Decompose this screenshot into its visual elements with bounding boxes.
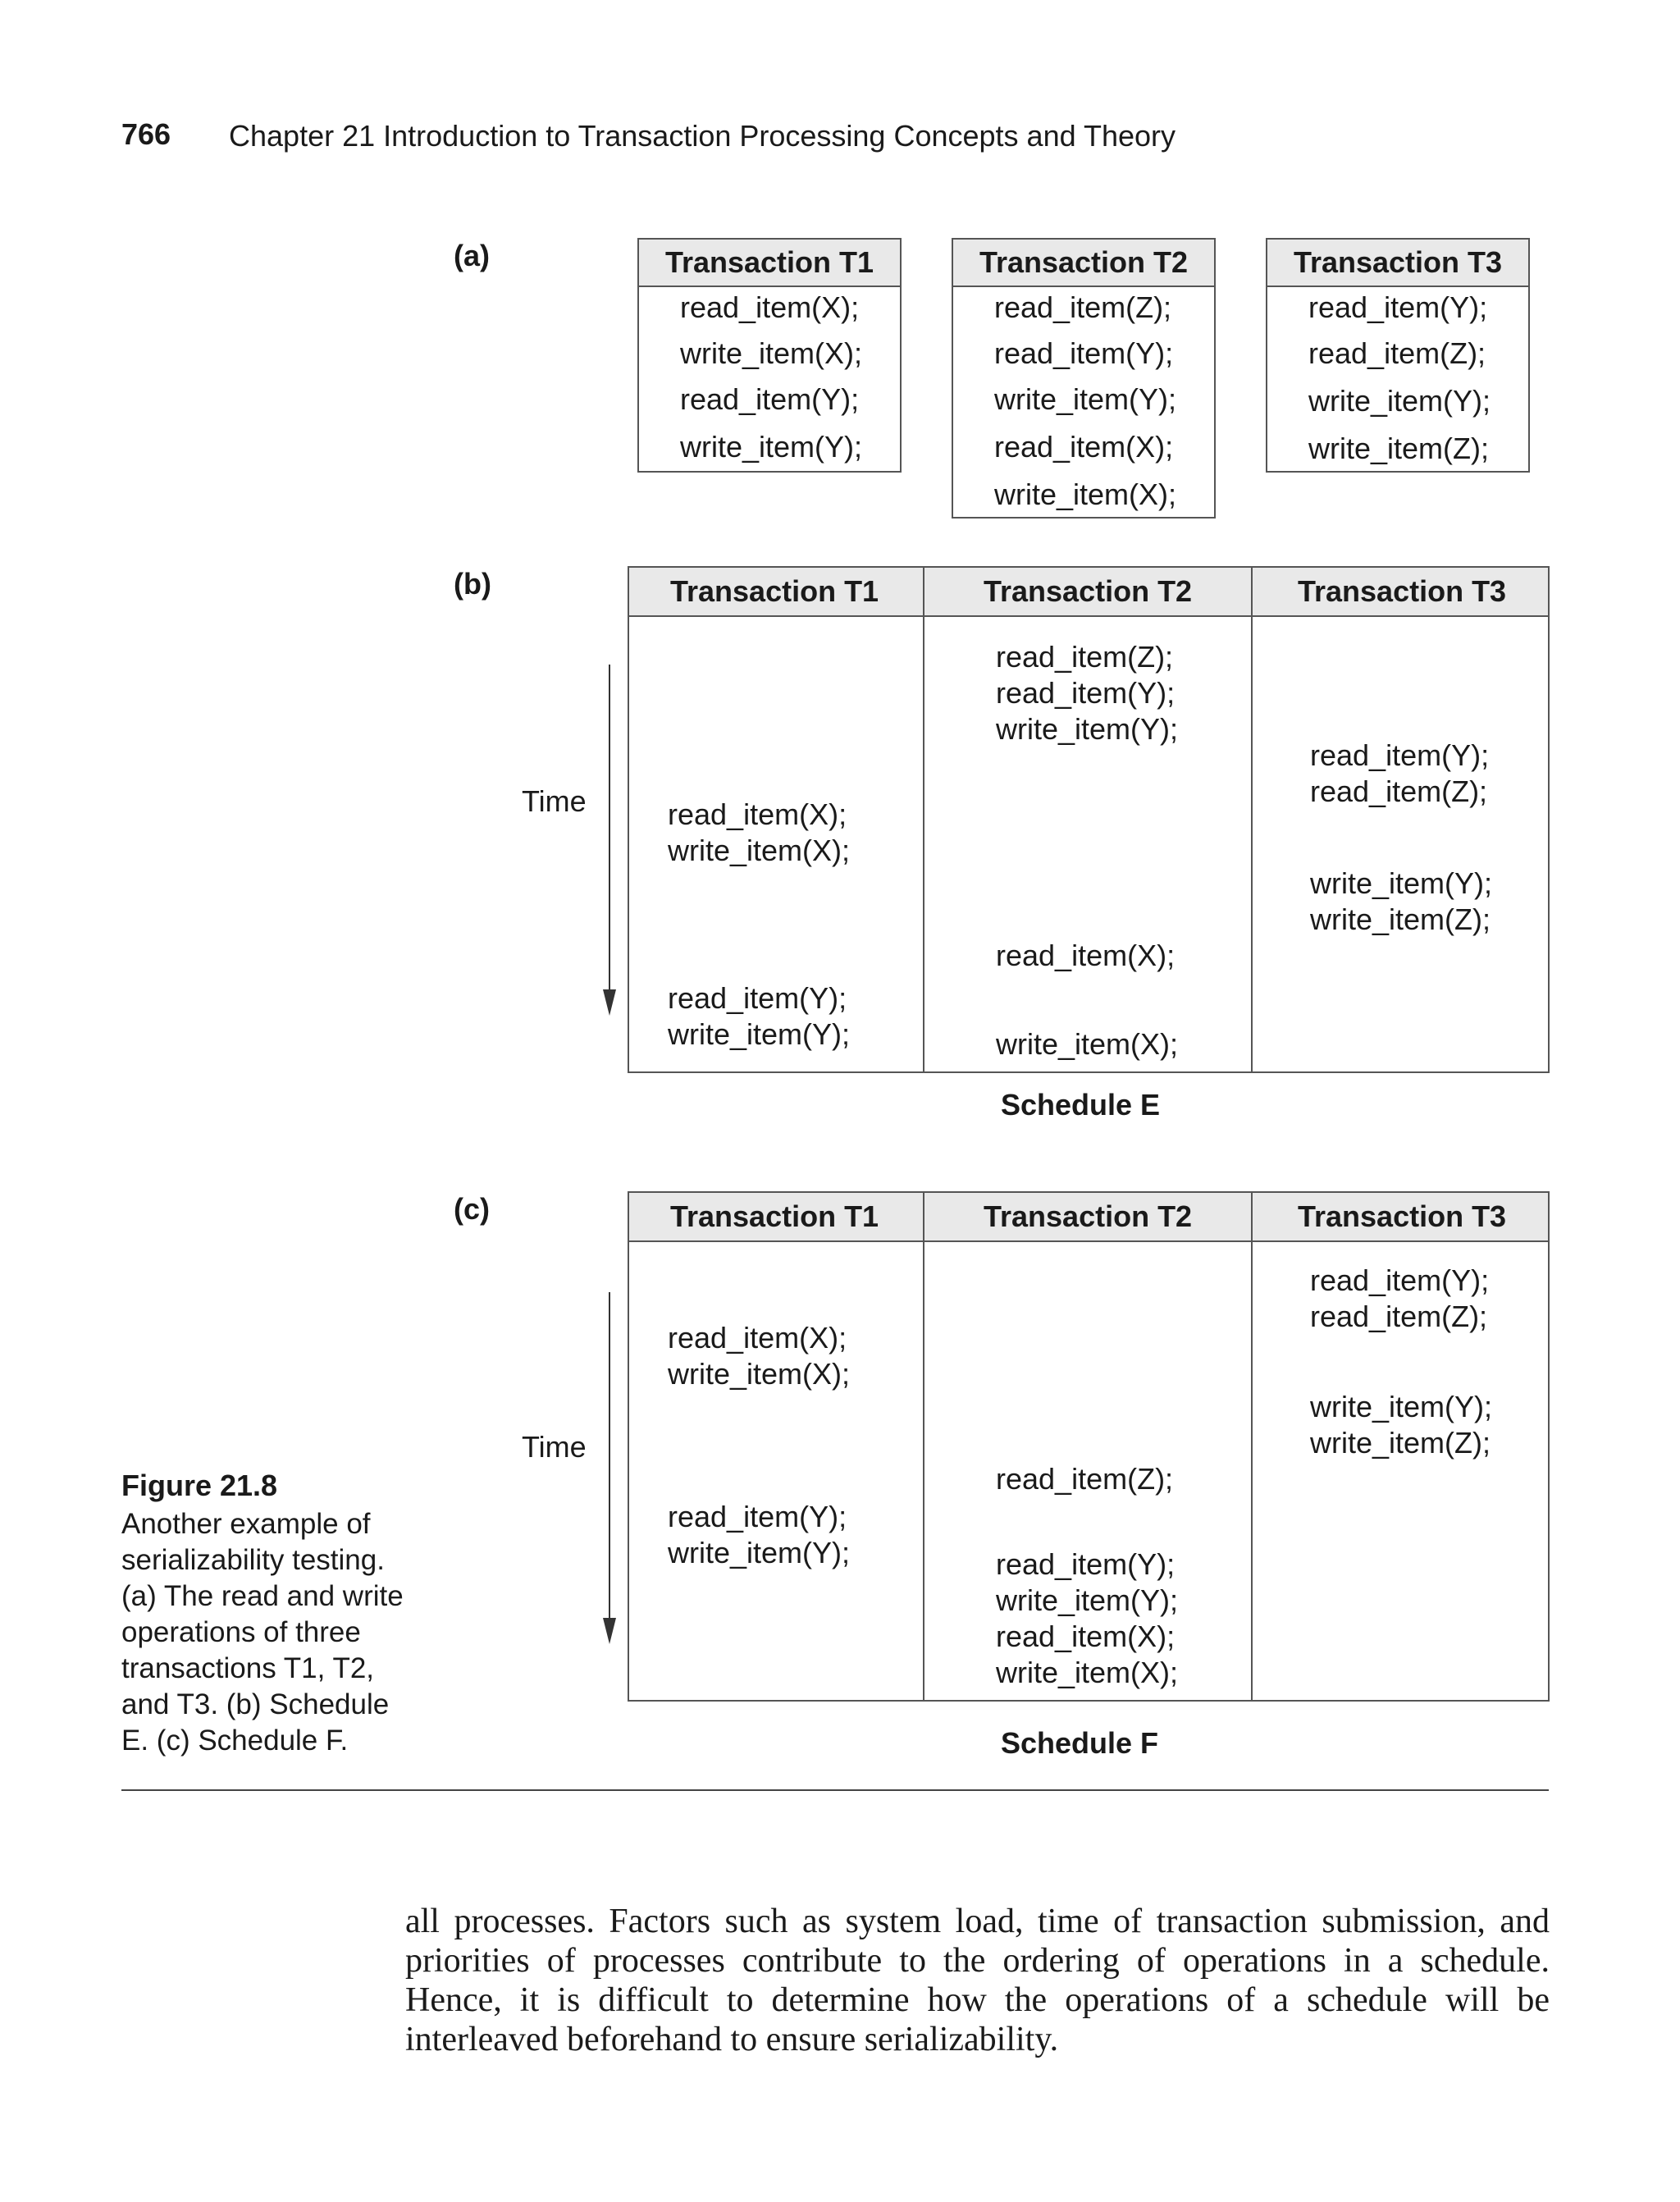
- op: write_item(Y);: [996, 712, 1179, 746]
- time-arrow-line: [609, 665, 610, 1009]
- transaction-t2-box: [952, 238, 1216, 519]
- op: write_item(Z);: [1310, 1426, 1491, 1460]
- op: write_item(Y);: [1310, 1390, 1493, 1423]
- column-divider: [923, 1193, 924, 1700]
- op: write_item(Y);: [668, 1017, 851, 1051]
- time-arrow-line: [609, 1292, 610, 1637]
- panel-a-label: (a): [454, 239, 490, 272]
- page-number: 766: [121, 117, 171, 151]
- op: read_item(Z);: [996, 1462, 1174, 1496]
- op: write_item(X);: [680, 336, 863, 370]
- schedule-f-t1-header: Transaction T1: [670, 1199, 879, 1233]
- op: read_item(X);: [996, 939, 1176, 972]
- op: read_item(Y);: [994, 336, 1174, 370]
- time-label: Time: [522, 784, 587, 818]
- op: read_item(Y);: [996, 1547, 1176, 1581]
- figure-title: Figure 21.8: [121, 1469, 278, 1502]
- op: read_item(Z);: [994, 290, 1172, 324]
- column-divider: [1251, 568, 1253, 1071]
- op: write_item(Y);: [1310, 866, 1493, 900]
- schedule-e-title: Schedule E: [1001, 1088, 1161, 1122]
- schedule-e-table: [628, 566, 1550, 1073]
- op: read_item(X);: [680, 290, 860, 324]
- op: write_item(Y);: [994, 382, 1177, 416]
- transaction-t2-header: Transaction T2: [953, 240, 1214, 287]
- panel-b-label: (b): [454, 567, 491, 601]
- op: read_item(Y);: [680, 382, 860, 416]
- op: write_item(Z);: [1308, 432, 1490, 465]
- op: read_item(X);: [996, 1620, 1176, 1653]
- op: write_item(Y);: [1308, 384, 1491, 418]
- op: read_item(Y);: [668, 981, 847, 1015]
- op: read_item(Z);: [1310, 774, 1488, 808]
- figure-caption: Another example of serializability testing. (a) The read and write operations of three transactions T1, T2, and T3. (b) Schedule E. (c) Schedule F.: [121, 1508, 404, 1757]
- schedule-f-t3-header: Transaction T3: [1298, 1199, 1507, 1233]
- transaction-t3-header: Transaction T3: [1267, 240, 1528, 287]
- op: read_item(X);: [668, 1321, 847, 1355]
- op: write_item(X);: [668, 1357, 851, 1391]
- panel-c-label: (c): [454, 1192, 490, 1226]
- op: read_item(X);: [994, 430, 1174, 464]
- op: read_item(Y);: [1308, 290, 1488, 324]
- figure-rule: [121, 1789, 1549, 1791]
- op: write_item(Z);: [1310, 902, 1491, 936]
- op: read_item(Y);: [668, 1500, 847, 1533]
- time-arrow-head: [603, 989, 616, 1016]
- op: read_item(Z);: [1310, 1300, 1488, 1333]
- column-divider: [1251, 1193, 1253, 1700]
- op: read_item(Y);: [996, 676, 1176, 710]
- op: write_item(X);: [996, 1656, 1179, 1689]
- op: read_item(Y);: [1310, 738, 1490, 772]
- schedule-f-t2-header: Transaction T2: [984, 1199, 1193, 1233]
- schedule-e-t1-header: Transaction T1: [670, 574, 879, 608]
- running-title: Chapter 21 Introduction to Transaction Processing Concepts and Theory: [229, 119, 1176, 153]
- op: read_item(Z);: [996, 640, 1174, 674]
- op: write_item(Y);: [668, 1536, 851, 1569]
- transaction-t1-header: Transaction T1: [639, 240, 900, 287]
- time-arrow-head: [603, 1618, 616, 1644]
- schedule-e-t3-header: Transaction T3: [1298, 574, 1507, 608]
- body-paragraph: all processes. Factors such as system load, time of transaction submission, and priorities of processes contribute to the ordering of operations in a schedule. Hence, it is difficult to determine how the operations of a schedule will be interleaved beforehand to ensure serializability.: [405, 1903, 1550, 2058]
- op: read_item(Z);: [1308, 336, 1486, 370]
- op: write_item(Y);: [680, 430, 863, 464]
- schedule-f-table: [628, 1191, 1550, 1702]
- schedule-f-title: Schedule F: [1001, 1726, 1159, 1760]
- transaction-t3-box: [1266, 238, 1530, 473]
- schedule-e-t2-header: Transaction T2: [984, 574, 1193, 608]
- transaction-t1-box: [637, 238, 902, 473]
- column-divider: [923, 568, 924, 1071]
- time-label: Time: [522, 1430, 587, 1464]
- op: write_item(X);: [668, 834, 851, 867]
- op: read_item(X);: [668, 797, 847, 831]
- op: write_item(X);: [994, 477, 1177, 511]
- op: write_item(Y);: [996, 1583, 1179, 1617]
- op: write_item(X);: [996, 1027, 1179, 1061]
- op: read_item(Y);: [1310, 1263, 1490, 1297]
